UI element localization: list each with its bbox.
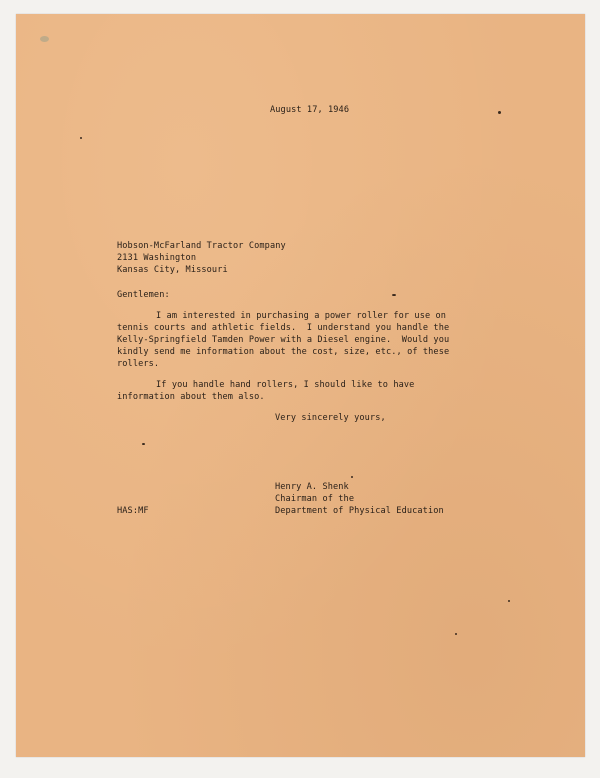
paper-speck <box>392 294 396 296</box>
body-line: tennis courts and athletic fields. I understand you handle the <box>117 323 450 333</box>
body-line: kindly send me information about the cost, size, etc., of these <box>117 347 450 357</box>
signature-line: Department of Physical Education <box>275 506 444 516</box>
closing: Very sincerely yours, <box>275 413 386 423</box>
letter-date: August 17, 1946 <box>270 105 350 115</box>
letter-sheet <box>16 14 585 757</box>
salutation: Gentlemen: <box>117 290 170 300</box>
paper-speck <box>508 600 510 602</box>
paper-speck <box>142 443 145 445</box>
body-line: rollers. <box>117 359 160 369</box>
paper-stain <box>40 36 49 42</box>
body-line: information about them also. <box>117 392 265 402</box>
body-line: I am interested in purchasing a power roller for use on <box>156 311 447 321</box>
recipient-line: Hobson-McFarland Tractor Company <box>117 241 286 251</box>
body-line: Kelly-Springfield Tamden Power with a Diesel engine. Would you <box>117 335 450 345</box>
signature-line: Henry A. Shenk <box>275 482 349 492</box>
recipient-line: Kansas City, Missouri <box>117 265 228 275</box>
signature-line: Chairman of the <box>275 494 355 504</box>
typist-initials: HAS:MF <box>117 506 149 516</box>
paper-speck <box>455 633 457 635</box>
paper-speck <box>80 137 82 139</box>
recipient-line: 2131 Washington <box>117 253 197 263</box>
body-line: If you handle hand rollers, I should like to have <box>156 380 415 390</box>
paper-speck <box>351 476 353 478</box>
paper-speck <box>498 111 501 114</box>
